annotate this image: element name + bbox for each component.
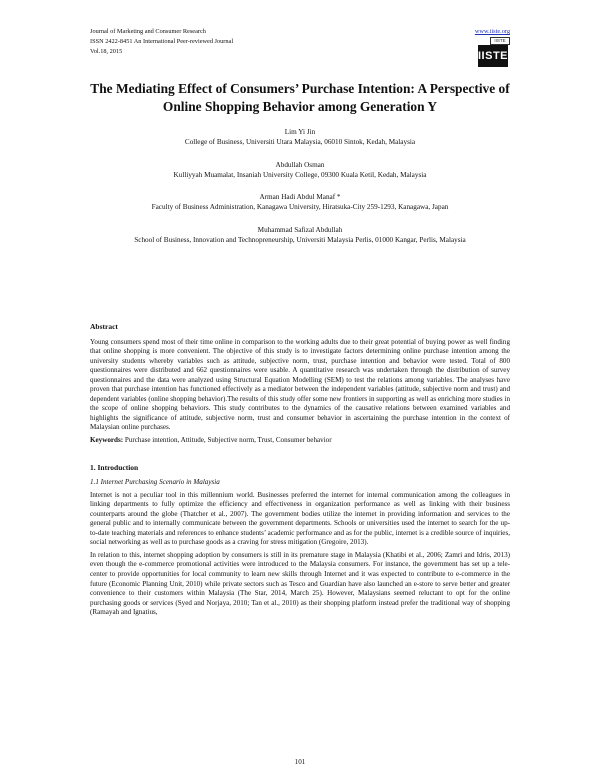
introduction-heading: 1. Introduction xyxy=(90,462,139,472)
page-number: 101 xyxy=(294,758,306,766)
body-paragraph: In relation to this, internet shopping adoption by consumers is still in its premature stage in Malaysia (Khatibi et al., 2006; Zamri and Idris, 2013) even though the e-commerce promotional activities were introduced to the Malaysia consumers. For instance, the government has set up a tele-center to provide opportunities for local community to learn new skills through Internet and it was expected to contribute to e-commerce in the future (Economic Planning Unit, 2010) while private sectors such as Tesco and Guardian have also launched an e-store to serve better and greater convenience to their customers within Malaysia (The Star, 2014, March 25). However, Malaysians seemed reluctant to opt for the online purchasing goods or services (Syed and Norjaya, 2010; Tan et al., 2010) as their shopping platform instead prefer the traditional way of shopping (Ramayah and Ignatius, xyxy=(90,550,510,617)
body-paragraph: Internet is not a peculiar tool in this millennium world. Businesses preferred the internet for internal communication among the colleagues in linking departments to fully optimize the efficiency and effectiveness in organization performance as well as linking with their business counterparts around the globe (Thatcher et al., 2007). The government bodies utilize the internet in providing information and services to the general public and to internally communicate between the government departments. Schools or universities used the internet to search for the up-to-date teaching materials and references to enhance students’ academic performance and as for the public, internet is a credible source of inquiries, social networking as well as to purchase goods as a craving for stress mitigation (Gregoire, 2013). xyxy=(90,490,510,547)
paper-title: The Mediating Effect of Consumers’ Purchase Intention: A Perspective of Online Shopping Behavior among Generation Y xyxy=(90,81,510,114)
author-name: Abdullah Osman xyxy=(275,160,325,169)
journal-header xyxy=(90,27,510,57)
author-affiliation: Kulliyyah Muamalat, Insaniah University College, 09300 Kuala Ketil, Kedah, Malaysia xyxy=(173,170,427,179)
logo-small-box: IISTE xyxy=(490,37,510,45)
author-block xyxy=(90,192,510,212)
author-block xyxy=(90,160,510,180)
keywords-label: Keywords: xyxy=(90,436,124,445)
author-affiliation: School of Business, Innovation and Technopreneurship, Universiti Malaysia Perlis, 01000 Kangar, Perlis, Malaysia xyxy=(134,235,466,244)
journal-volume: Vol.18, 2015 xyxy=(90,48,123,55)
author-name: Lim Yi Jin xyxy=(284,128,316,136)
author-list xyxy=(90,127,510,257)
author-affiliation: Faculty of Business Administration, Kanagawa University, Hiratsuka-City 259-1293, Kanagawa, Japan xyxy=(151,203,449,211)
abstract-text: Young consumers spend most of their time online in comparison to the working adults due to their great potential of buying power as well finding that online shopping is more convenient. The objective of this study is to investigate factors determining online purchase intention among the university students whereby variables such as attitude, subjective norm, trust, purchase intention and behavior were tested. Total of 800 questionnaires were distributed and 662 questionnaires were usable. A quantitative research was undertaken through the distribution of survey questionnaires and the data were analyzed using Structural Equation Modelling (SEM) to test the relations among variables. The analyses have proven that purchase intention has functioned effectively as a mediator between the independent variables (attitude, subjective norm and trust) and dependent variables (online shopping behavior).The results of this study offer some new frontiers in supporting as well as enriching more studies in the scope of online shopping behaviors. This study contributes to the dynamics of the causative relations between examined variables and highlights the significance of attitude, subjective norm, trust and consumer behavior in ascertaining the purchase intention in the context of Malaysian online purchases. xyxy=(90,337,510,432)
paper-body xyxy=(90,322,510,621)
subsection-heading: 1.1 Internet Purchasing Scenario in Malaysia xyxy=(90,478,220,487)
author-block xyxy=(90,127,510,147)
logo-mark: IISTE xyxy=(478,45,508,67)
keywords-line xyxy=(90,436,510,446)
author-block xyxy=(90,225,510,245)
iiste-logo xyxy=(476,37,510,67)
author-name: Muhammad Safizal Abdullah xyxy=(257,225,343,234)
journal-issn: ISSN 2422-8451 An International Peer-reviewed Journal xyxy=(90,38,234,45)
journal-name: Journal of Marketing and Consumer Research xyxy=(90,28,206,35)
author-affiliation: College of Business, Universiti Utara Malaysia, 06010 Sintok, Kedah, Malaysia xyxy=(184,138,416,146)
website-link[interactable]: www.iiste.org xyxy=(474,28,510,35)
abstract-heading: Abstract xyxy=(90,322,118,331)
author-name: Arman Hadi Abdul Manaf * xyxy=(259,193,341,201)
keywords-list: Purchase intention, Attitude, Subjective norm, Trust, Consumer behavior xyxy=(124,436,332,445)
